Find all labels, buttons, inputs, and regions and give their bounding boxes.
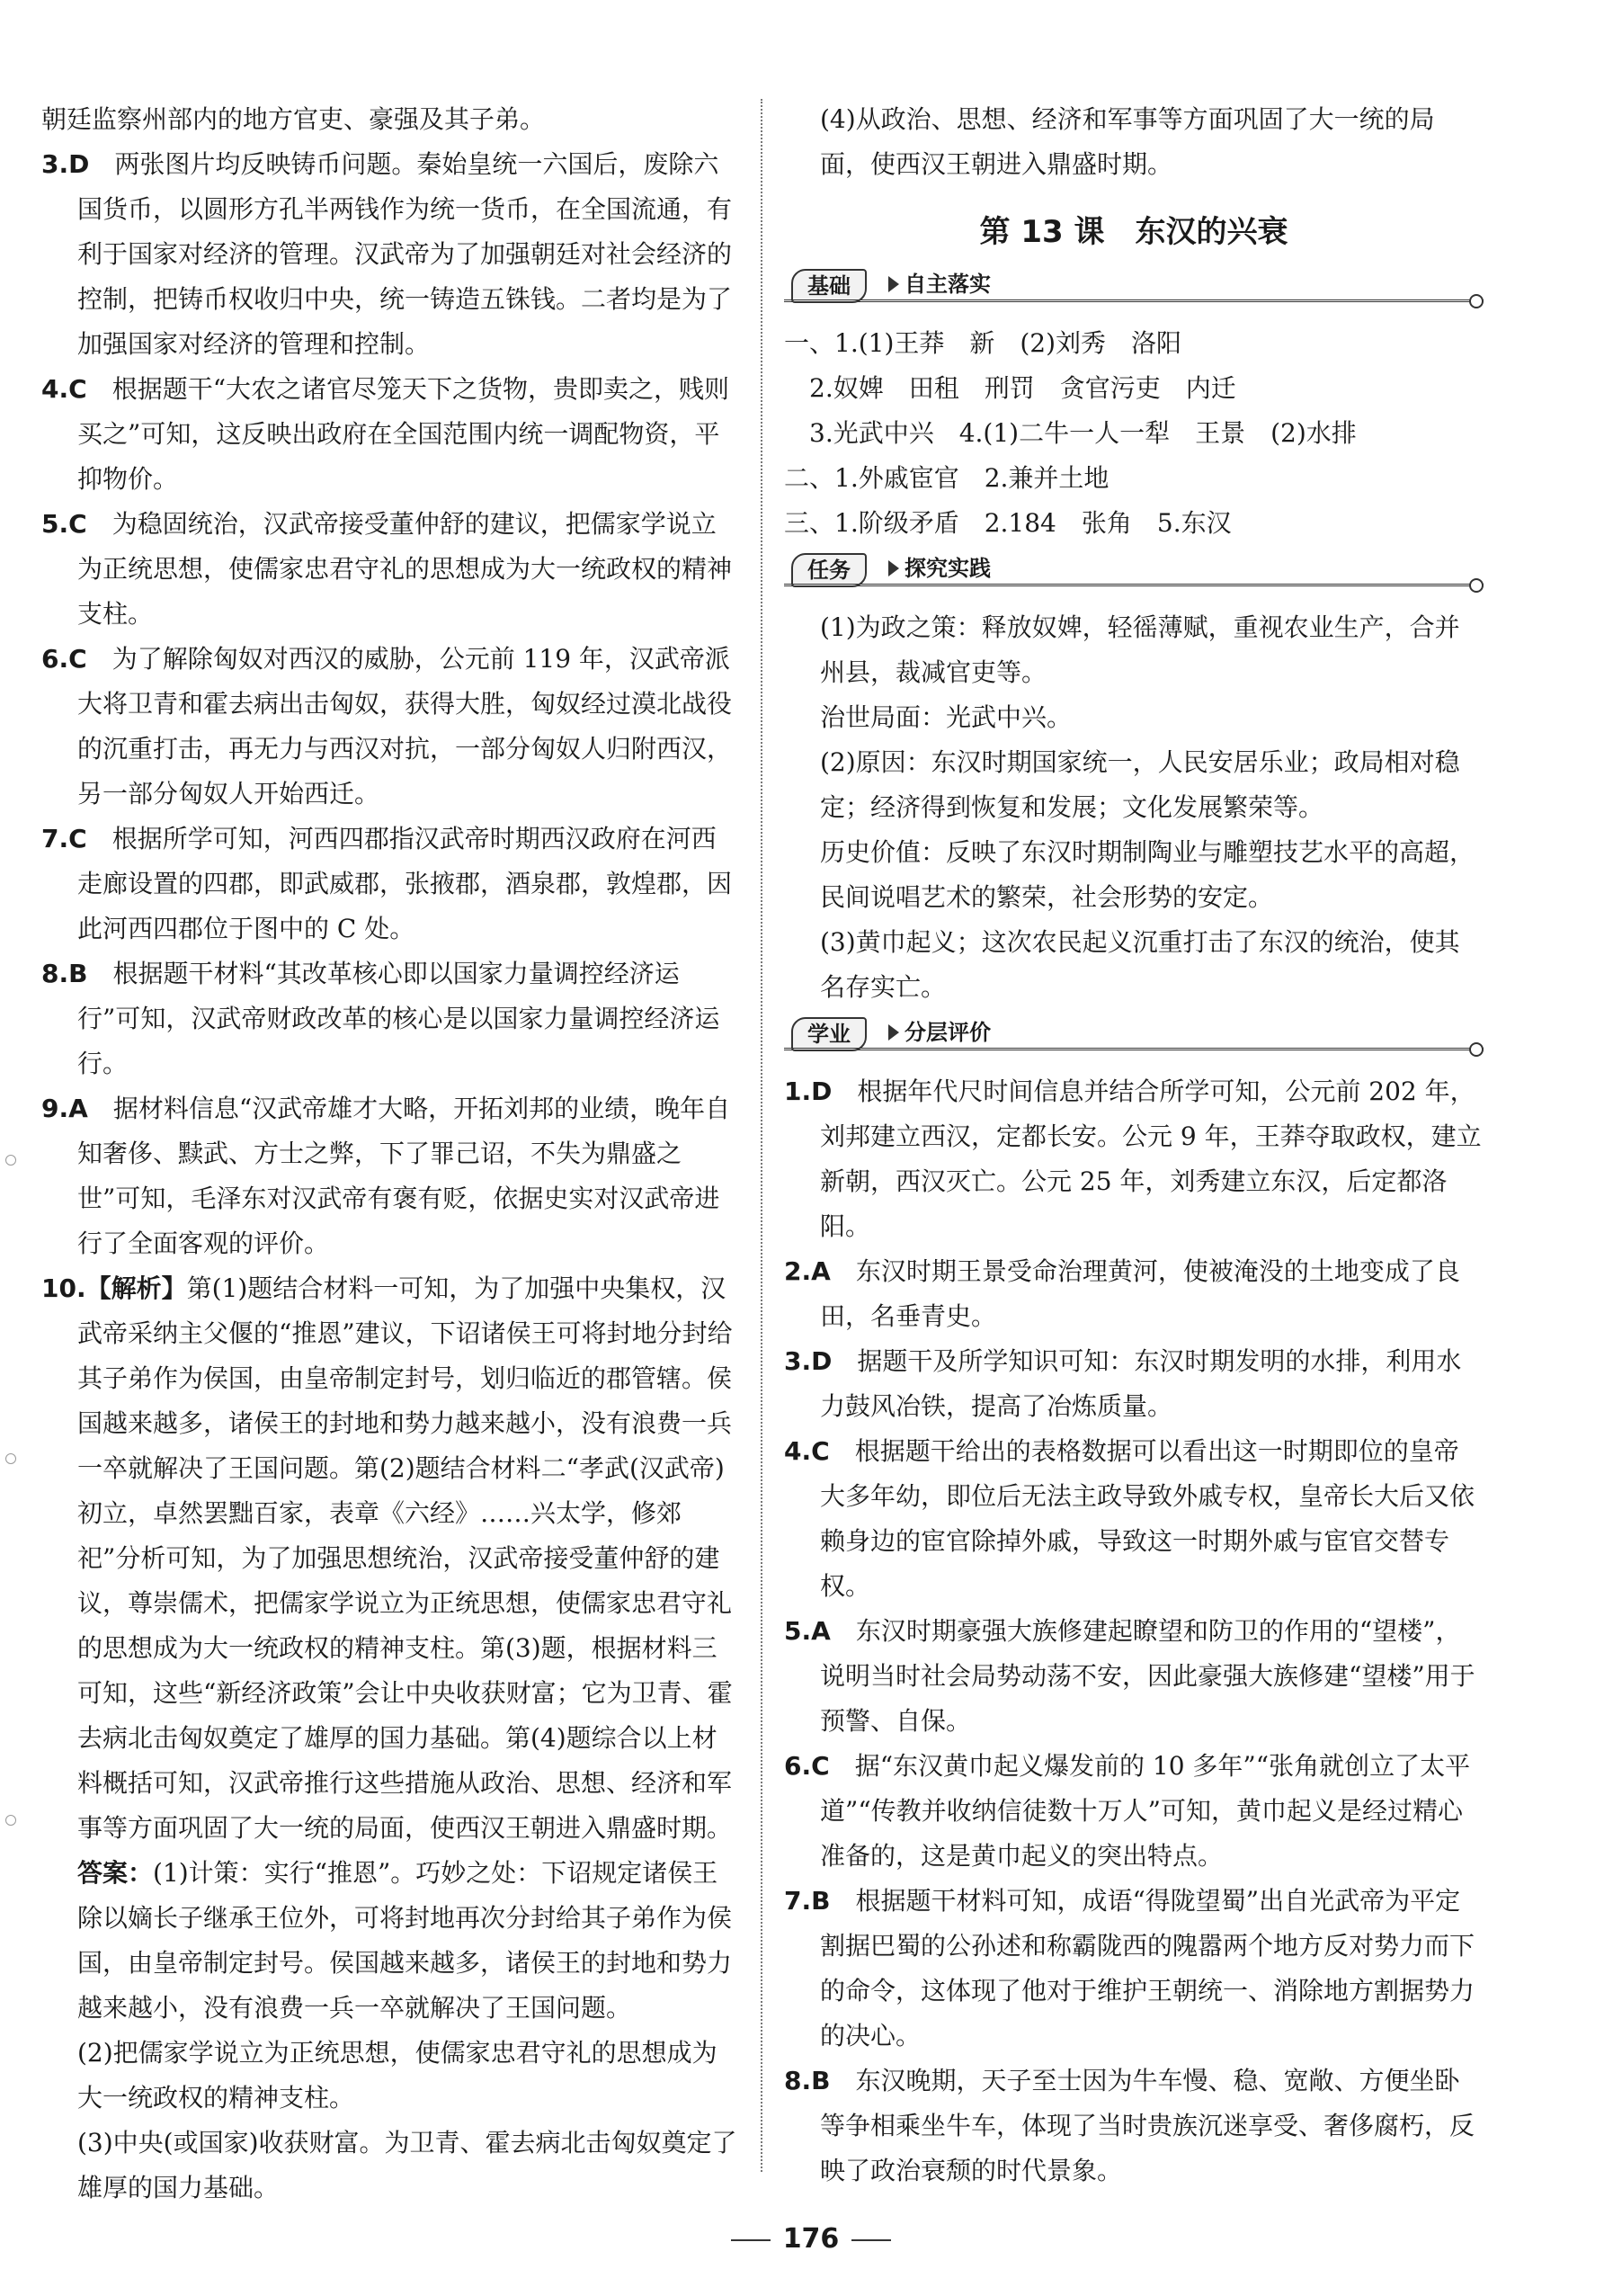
circle-end-icon bbox=[1469, 1042, 1484, 1057]
section-tag: 基础 bbox=[791, 269, 867, 303]
answer-item-3 bbox=[41, 142, 737, 367]
answer-part-2: (2)把儒家学说立为正统思想，使儒家忠君守礼的思想成为大一统政权的精神支柱。 bbox=[77, 2038, 717, 2113]
eval-item-7 bbox=[784, 1879, 1484, 2059]
item-number: 7.B bbox=[784, 1886, 831, 1916]
answer-item-6 bbox=[41, 637, 737, 817]
item-text: 根据题干材料可知，成语“得陇望蜀”出自光武帝为平定割据巴蜀的公孙述和称霸陇西的隗嚣两个地方反对势力而下的命令，这体现了他对于维护王朝统一、消除地方割据势力的决心。 bbox=[820, 1886, 1475, 2050]
fill-line: 3.光武中兴 4.(1)二牛一人一犁 王景 (2)水排 bbox=[784, 418, 1357, 448]
item-text: 根据题干给出的表格数据可以看出这一时期即位的皇帝大多年幼，即位后无法主政导致外戚专权，皇帝长大后又依赖身边的宦官除掉外戚，导致这一时期外戚与宦官交替专权。 bbox=[820, 1436, 1475, 1601]
section-header-evaluation bbox=[784, 1015, 1484, 1057]
task-paragraph: 治世局面：光武中兴。 bbox=[820, 702, 1073, 732]
item-number: 5.A bbox=[784, 1616, 831, 1646]
item-text: 两张图片均反映铸币问题。秦始皇统一六国后，废除六国货币，以圆形方孔半两钱作为统一货币，在全国流通，有利于国家对经济的管理。汉武帝为了加强朝廷对社会经济的控制，把铸币权收归中央，统一铸造五铢钱。二者均是为了加强国家对经济的管理和控制。 bbox=[77, 149, 733, 359]
fill-line: 一、1.(1)王莽 新 (2)刘秀 洛阳 bbox=[784, 328, 1182, 358]
item-number: 6.C bbox=[784, 1751, 830, 1781]
item-text: 据材料信息“汉武帝雄才大略，开拓刘邦的业绩，晚年自知奢侈、黩武、方士之弊，下了罪己诏，不失为鼎盛之世”可知，毛泽东对汉武帝有褒有贬，依据史实对汉武帝进行了全面客观的评价。 bbox=[77, 1094, 731, 1258]
item-number: 8.B bbox=[41, 959, 88, 988]
answer-item-8 bbox=[41, 951, 737, 1086]
right-column bbox=[784, 97, 1484, 2193]
section-subtitle: 自主落实 bbox=[905, 272, 991, 297]
task-paragraph: (3)黄巾起义；这次农民起义沉重打击了东汉的统治，使其名存实亡。 bbox=[820, 927, 1460, 1002]
page-number bbox=[0, 2223, 1622, 2255]
page-dash-right bbox=[851, 2239, 891, 2241]
answer-part-4: (4)从政治、思想、经济和军事等方面巩固了大一统的局面，使西汉王朝进入鼎盛时期。 bbox=[820, 104, 1435, 179]
item-number: 4.C bbox=[41, 374, 87, 404]
answer-part-1 bbox=[41, 1851, 737, 2031]
item-number: 8.B bbox=[784, 2066, 831, 2095]
binding-hole-mark bbox=[5, 1155, 16, 1166]
answer-item-4 bbox=[41, 367, 737, 502]
page-number-text: 176 bbox=[782, 2223, 840, 2255]
triangle-arrow-icon bbox=[888, 1024, 899, 1041]
analysis-tag: 【解析】 bbox=[85, 1273, 187, 1303]
fill-line: 2.奴婢 田租 刑罚 贪官污吏 内迁 bbox=[784, 373, 1236, 403]
item-text: 为稳固统治，汉武帝接受董仲舒的建议，把儒家学说立为正统思想，使儒家忠君守礼的思想成为大一统政权的精神支柱。 bbox=[77, 509, 733, 629]
eval-item-3 bbox=[784, 1339, 1484, 1429]
answer-item-7 bbox=[41, 817, 737, 951]
section-tag: 学业 bbox=[791, 1017, 867, 1051]
answer-item-10 bbox=[41, 1266, 737, 1851]
item-text: 根据题干“大农之诸官尽笼天下之货物，贵即卖之，贱则买之”可知，这反映出政府在全国范围内统一调配物资，平抑物价。 bbox=[77, 374, 730, 494]
section-header-task bbox=[784, 551, 1484, 593]
section-rule bbox=[784, 584, 1484, 586]
eval-item-5 bbox=[784, 1609, 1484, 1744]
item-number: 7.C bbox=[41, 824, 87, 853]
eval-item-4 bbox=[784, 1429, 1484, 1609]
item-text: 根据题干材料“其改革核心即以国家力量调控经济运行”可知，汉武帝财政改革的核心是以国家力量调控经济运行。 bbox=[77, 959, 720, 1078]
item-text: 东汉时期豪强大族修建起瞭望和防卫的作用的“望楼”，说明当时社会局势动荡不安，因此豪强大族修建“望楼”用于预警、自保。 bbox=[820, 1616, 1475, 1736]
binding-hole-mark bbox=[5, 1453, 16, 1464]
triangle-arrow-icon bbox=[888, 560, 899, 576]
fill-line: 二、1.外戚宦官 2.兼并土地 bbox=[784, 463, 1110, 493]
analysis-text: 第(1)题结合材料一可知，为了加强中央集权，汉武帝采纳主父偃的“推恩”建议，下诏诸侯王可将封地分封给其子弟作为侯国，由皇帝制定封号，划归临近的郡管辖。侯国越来越多，诸侯王的封地和势力越来越小，没有浪费一兵一卒就解决了王国问题。第(2)题结合材料二“孝武(汉武帝)初立，卓然罢黜百家，表章《六经》……兴太学，修郊祀”分析可知，为了加强思想统治，汉武帝接受董仲舒的建议，尊崇儒术，把儒家学说立为正统思想，使儒家忠君守礼的思想成为大一统政权的精神支柱。第(3)题，根据材料三可知，这些“新经济政策”会让中央收获财富；它为卫青、霍去病北击匈奴奠定了雄厚的国力基础。第(4)题综合以上材料概括可知，汉武帝推行这些措施从政治、思想、经济和军事等方面巩固了大一统的局面，使西汉王朝进入鼎盛时期。 bbox=[77, 1273, 733, 1843]
item-number: 1.D bbox=[784, 1077, 833, 1106]
answer-item-5 bbox=[41, 502, 737, 637]
eval-item-6 bbox=[784, 1744, 1484, 1879]
binding-hole-mark bbox=[5, 1815, 16, 1826]
item-number: 10. bbox=[41, 1273, 86, 1303]
task-paragraph: (1)为政之策：释放奴婢，轻徭薄赋，重视农业生产，合并州县，裁减官吏等。 bbox=[820, 612, 1460, 687]
answer-text: (1)计策：实行“推恩”。巧妙之处：下诏规定诸侯王除以嫡长子继承王位外，可将封地再次分封给其子弟作为侯国，由皇帝制定封号。侯国越来越多，诸侯王的封地和势力越来越小，没有浪费一兵一卒就解决了王国问题。 bbox=[77, 1858, 733, 2023]
answer-label: 答案： bbox=[77, 1858, 154, 1888]
item-number: 3.D bbox=[41, 149, 90, 179]
section-rule bbox=[784, 299, 1484, 302]
page-dash-left bbox=[731, 2239, 771, 2241]
fill-line: 三、1.阶级矛盾 2.184 张角 5.东汉 bbox=[784, 508, 1232, 538]
item-number: 3.D bbox=[784, 1346, 833, 1376]
item-text: 为了解除匈奴对西汉的威胁，公元前 119 年，汉武帝派大将卫青和霍去病出击匈奴，获得大胜，匈奴经过漠北战役的沉重打击，再无力与西汉对抗，一部分匈奴人归附西汉，另一部分匈奴人开始西迁。 bbox=[77, 644, 733, 809]
task-paragraph: 历史价值：反映了东汉时期制陶业与雕塑技艺水平的高超，民间说唱艺术的繁荣，社会形势的安定。 bbox=[820, 837, 1475, 912]
item-text: 东汉晚期，天子至士因为牛车慢、稳、宽敞、方便坐卧等争相乘坐牛车，体现了当时贵族沉迷享受、奢侈腐朽，反映了政治衰颓的时代景象。 bbox=[820, 2066, 1475, 2185]
section-subtitle: 探究实践 bbox=[905, 556, 991, 581]
item-number: 6.C bbox=[41, 644, 87, 674]
lesson-title: 第 13 课 东汉的兴衰 bbox=[979, 214, 1288, 250]
eval-item-2 bbox=[784, 1249, 1484, 1339]
item-number: 4.C bbox=[784, 1436, 830, 1466]
item-text: 据题干及所学知识可知：东汉时期发明的水排，利用水力鼓风冶铁，提高了冶炼质量。 bbox=[820, 1346, 1462, 1421]
item-number: 5.C bbox=[41, 509, 87, 539]
answer-item-9 bbox=[41, 1086, 737, 1266]
section-rule bbox=[784, 1048, 1484, 1050]
circle-end-icon bbox=[1469, 294, 1484, 308]
answer-continuation: 朝廷监察州部内的地方官吏、豪强及其子弟。 bbox=[41, 104, 546, 134]
item-text: 根据所学可知，河西四郡指汉武帝时期西汉政府在河西走廊设置的四郡，即武威郡，张掖郡，酒泉郡，敦煌郡，因此河西四郡位于图中的 C 处。 bbox=[77, 824, 733, 943]
item-text: 据“东汉黄巾起义爆发前的 10 多年”“张角就创立了太平道”“传教并收纳信徒数十万人”可知，黄巾起义是经过精心准备的，这是黄巾起义的突出特点。 bbox=[820, 1751, 1471, 1871]
left-column bbox=[41, 97, 737, 2211]
task-paragraph: (2)原因：东汉时期国家统一，人民安居乐业；政局相对稳定；经济得到恢复和发展；文化发展繁荣等。 bbox=[820, 747, 1460, 822]
section-subtitle: 分层评价 bbox=[905, 1020, 991, 1045]
item-number: 2.A bbox=[784, 1256, 831, 1286]
section-header-basics bbox=[784, 267, 1484, 308]
circle-end-icon bbox=[1469, 578, 1484, 593]
column-divider bbox=[761, 99, 762, 2172]
triangle-arrow-icon bbox=[888, 276, 899, 292]
eval-item-8 bbox=[784, 2059, 1484, 2193]
item-number: 9.A bbox=[41, 1094, 88, 1123]
item-text: 东汉时期王景受命治理黄河，使被淹没的土地变成了良田，名垂青史。 bbox=[820, 1256, 1460, 1331]
item-text: 根据年代尺时间信息并结合所学可知，公元前 202 年，刘邦建立西汉，定都长安。公元 9 年，王莽夺取政权，建立新朝，西汉灭亡。公元 25 年，刘秀建立东汉，后定都洛阳。 bbox=[820, 1077, 1482, 1241]
answer-part-3: (3)中央(或国家)收获财富。为卫青、霍去病北击匈奴奠定了雄厚的国力基础。 bbox=[77, 2128, 737, 2202]
eval-item-1 bbox=[784, 1069, 1484, 1249]
section-tag: 任务 bbox=[791, 553, 867, 587]
